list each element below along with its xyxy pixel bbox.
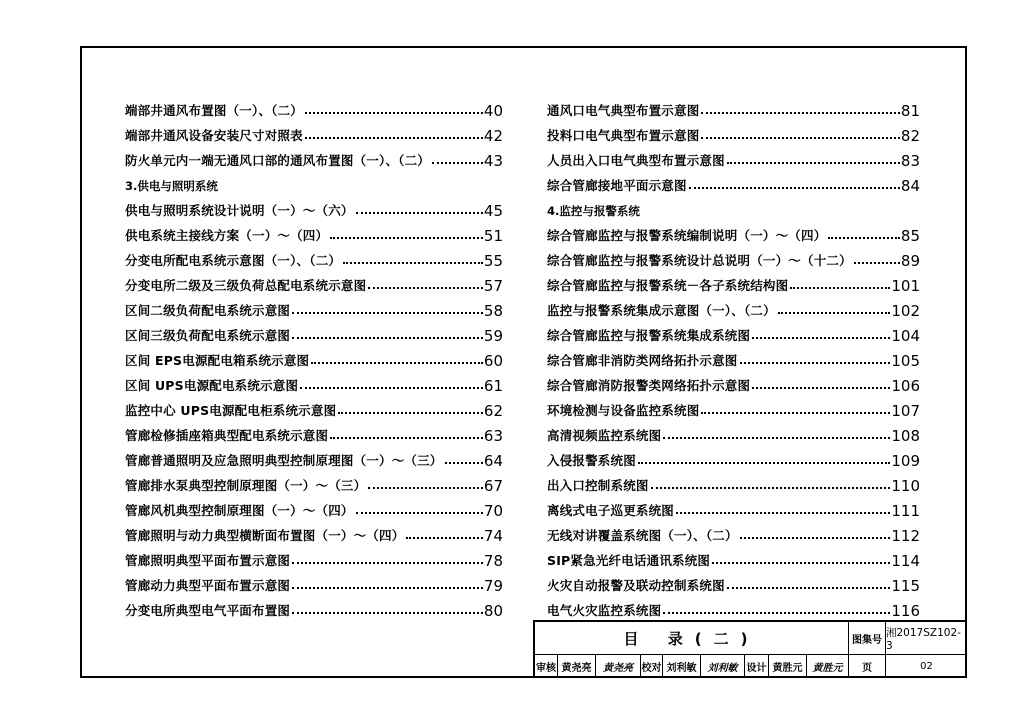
toc-right-column (547, 94, 920, 619)
toc-entry[interactable] (547, 394, 920, 419)
dot-leader (828, 237, 900, 239)
toc-entry-page: 81 (900, 102, 920, 120)
toc-entry-title: 综合管廊监控与报警系统编制说明（一）～（四） (547, 228, 827, 243)
dot-leader (445, 462, 483, 464)
toc-entry-page: 108 (891, 427, 920, 445)
dot-leader (701, 112, 900, 114)
dot-leader (330, 437, 483, 439)
toc-entry-page: 55 (483, 252, 503, 270)
toc-entry[interactable] (547, 419, 920, 444)
dot-leader (305, 112, 483, 114)
toc-entry[interactable] (125, 394, 503, 419)
toc-entry-title: 区间 UPS电源配电系统示意图 (125, 378, 299, 393)
toc-entry-title: 火灾自动报警及联动控制系统图 (547, 578, 725, 593)
toc-entry[interactable] (547, 119, 920, 144)
toc-entry-title: 端部井通风设备安装尺寸对照表 (125, 128, 303, 143)
toc-entry-page: 85 (900, 227, 920, 245)
dot-leader (338, 412, 483, 414)
toc-entry-page: 106 (891, 377, 920, 395)
toc-entry-title: 综合管廊监控与报警系统集成系统图 (547, 328, 751, 343)
section-heading: 4.监控与报警系统 (547, 204, 640, 218)
toc-entry[interactable] (547, 344, 920, 369)
checker-name: 刘利敏 (662, 655, 700, 678)
toc-entry-title: 防火单元内一端无通风口部的通风布置图（一）、（二） (125, 153, 431, 168)
reviewer-name: 黄尧亮 (557, 655, 595, 678)
toc-entry-title: 区间二级负荷配电系统示意图 (125, 303, 291, 318)
toc-entry[interactable] (125, 494, 503, 519)
toc-entry[interactable] (547, 294, 920, 319)
dot-leader (343, 262, 483, 264)
dot-leader (778, 312, 891, 314)
toc-entry-title: 分变电所配电系统示意图（一）、（二） (125, 253, 342, 268)
toc-entry-page: 109 (891, 452, 920, 470)
dot-leader (300, 387, 483, 389)
toc-entry[interactable] (547, 444, 920, 469)
toc-entry-page: 80 (483, 602, 503, 620)
design-label: 设计 (744, 655, 768, 678)
dot-leader (752, 387, 890, 389)
checker-signature: 刘利敏 (700, 655, 744, 678)
toc-entry-page: 101 (891, 277, 920, 295)
toc-entry[interactable] (125, 344, 503, 369)
toc-entry-title: 电气火灾监控系统图 (547, 603, 662, 618)
dot-leader (368, 287, 483, 289)
toc-entry-page: 70 (483, 502, 503, 520)
toc-entry-title: 综合管廊监控与报警系统设计总说明（一）～（十二） (547, 253, 852, 268)
toc-entry-title: 管廊动力典型平面布置示意图 (125, 578, 291, 593)
toc-entry[interactable] (125, 519, 503, 544)
toc-entry-page: 105 (891, 352, 920, 370)
dot-leader (712, 562, 890, 564)
toc-entry-page: 79 (483, 577, 503, 595)
toc-entry-page: 102 (891, 302, 920, 320)
toc-entry-page: 83 (900, 152, 920, 170)
toc-entry-page: 67 (483, 477, 503, 495)
designer-name: 黄胜元 (768, 655, 806, 678)
toc-entry-title: 入侵报警系统图 (547, 453, 636, 468)
dot-leader (790, 287, 890, 289)
reviewer-signature: 黄尧亮 (595, 655, 640, 678)
sheet-title: 目 录(二) (623, 629, 760, 648)
toc-entry[interactable] (547, 219, 920, 244)
toc-entry-page: 112 (891, 527, 920, 545)
toc-entry-title: 区间三级负荷配电系统示意图 (125, 328, 291, 343)
toc-entry-page: 45 (483, 202, 503, 220)
toc-entry-title: 环境检测与设备监控系统图 (547, 403, 700, 418)
toc-entry[interactable] (125, 219, 503, 244)
toc-entry-title: 人员出入口电气典型布置示意图 (547, 153, 725, 168)
toc-entry[interactable] (547, 544, 920, 569)
dot-leader (752, 337, 890, 339)
dot-leader (727, 587, 891, 589)
toc-entry-title: 管廊普通照明及应急照明典型控制原理图（一）～（三） (125, 453, 443, 468)
toc-entry-page: 89 (900, 252, 920, 270)
toc-entry[interactable] (547, 244, 920, 269)
toc-entry[interactable] (547, 569, 920, 594)
toc-entry[interactable] (547, 144, 920, 169)
toc-entry-page: 58 (483, 302, 503, 320)
dot-leader (292, 562, 483, 564)
toc-entry[interactable] (125, 244, 503, 269)
check-label: 校对 (640, 655, 662, 678)
toc-entry-title: 离线式电子巡更系统图 (547, 503, 675, 518)
dot-leader (356, 212, 483, 214)
dot-leader (356, 512, 483, 514)
toc-entry-page: 59 (483, 327, 503, 345)
dot-leader (663, 437, 890, 439)
toc-entry[interactable] (125, 94, 503, 119)
toc-entry[interactable] (125, 369, 503, 394)
toc-entry-title: 管廊照明与动力典型横断面布置图（一）～（四） (125, 528, 405, 543)
toc-entry-page: 78 (483, 552, 503, 570)
toc-entry-title: 投料口电气典型布置示意图 (547, 128, 700, 143)
title-block-top-row (535, 622, 967, 655)
toc-entry-page: 42 (483, 127, 503, 145)
toc-entry[interactable] (547, 319, 920, 344)
atlas-number: 湘2017SZ102-3 (885, 622, 967, 654)
toc-entry[interactable] (547, 594, 920, 619)
toc-entry-title: 无线对讲覆盖系统图（一）、（二） (547, 528, 738, 543)
toc-entry-page: 110 (891, 477, 920, 495)
toc-entry[interactable] (547, 494, 920, 519)
toc-entry-title: 管廊风机典型控制原理图（一）～（四） (125, 503, 354, 518)
dot-leader (854, 262, 900, 264)
dot-leader (292, 337, 483, 339)
toc-entry-title: 出入口控制系统图 (547, 478, 649, 493)
toc-entry-page: 64 (483, 452, 503, 470)
toc-entry-page: 84 (900, 177, 920, 195)
dot-leader (740, 362, 891, 364)
toc-entry[interactable] (547, 469, 920, 494)
toc-entry-page: 62 (483, 402, 503, 420)
toc-entry[interactable] (125, 469, 503, 494)
toc-entry-page: 107 (891, 402, 920, 420)
toc-entry-title: 分变电所二级及三级负荷总配电系统示意图 (125, 278, 367, 293)
toc-entry-page: 114 (891, 552, 920, 570)
toc-entry-title: 高清视频监控系统图 (547, 428, 662, 443)
toc-entry[interactable] (125, 569, 503, 594)
dot-leader (311, 362, 483, 364)
dot-leader (676, 512, 890, 514)
toc-entry[interactable] (547, 369, 920, 394)
toc-entry-page: 61 (483, 377, 503, 395)
section-heading: 3.供电与照明系统 (125, 179, 218, 193)
sheet-page-number: 02 (885, 655, 967, 678)
toc-entry-title: 综合管廊监控与报警系统－各子系统结构图 (547, 278, 789, 293)
dot-leader (292, 612, 483, 614)
toc-entry[interactable] (125, 544, 503, 569)
toc-entry-title: 管廊排水泵典型控制原理图（一）～（三） (125, 478, 367, 493)
designer-signature: 黄胜元 (806, 655, 848, 678)
dot-leader (663, 612, 890, 614)
toc-entry-title: 端部井通风布置图（一）、（二） (125, 103, 304, 118)
toc-entry[interactable] (125, 444, 503, 469)
toc-entry-title: 通风口电气典型布置示意图 (547, 103, 700, 118)
toc-entry-page: 111 (891, 502, 920, 520)
dot-leader (406, 537, 483, 539)
toc-entry[interactable] (125, 319, 503, 344)
toc-entry[interactable] (125, 594, 503, 619)
dot-leader (727, 162, 900, 164)
toc-entry-page: 74 (483, 527, 503, 545)
toc-entry-title: 供电与照明系统设计说明（一）～（六） (125, 203, 354, 218)
toc-entry[interactable] (125, 419, 503, 444)
title-block-bottom-row (535, 655, 967, 678)
toc-entry[interactable] (125, 269, 503, 294)
toc-entry[interactable] (125, 119, 503, 144)
dot-leader (292, 587, 483, 589)
toc-entry-page: 82 (900, 127, 920, 145)
toc-left-column (125, 94, 503, 619)
atlas-number-label: 图集号 (848, 622, 885, 654)
toc-entry[interactable] (547, 169, 920, 194)
toc-entry[interactable] (125, 144, 503, 169)
toc-entry-title: 管廊照明典型平面布置示意图 (125, 553, 291, 568)
dot-leader (701, 137, 900, 139)
toc-entry-page: 115 (891, 577, 920, 595)
dot-leader (292, 312, 483, 314)
toc-entry-title: 区间 EPS电源配电箱系统示意图 (125, 353, 310, 368)
dot-leader (330, 237, 483, 239)
toc-entry[interactable] (547, 519, 920, 544)
toc-entry[interactable] (547, 269, 920, 294)
toc-entry-title: 综合管廊消防报警类网络拓扑示意图 (547, 378, 751, 393)
title-block (533, 620, 967, 678)
toc-entry-page: 51 (483, 227, 503, 245)
toc-entry-page: 40 (483, 102, 503, 120)
toc-entry-title: 供电系统主接线方案（一）～（四） (125, 228, 329, 243)
toc-entry-page: 63 (483, 427, 503, 445)
toc-entry[interactable] (125, 194, 503, 219)
toc-entry-page: 60 (483, 352, 503, 370)
toc-entry-title: 管廊检修插座箱典型配电系统示意图 (125, 428, 329, 443)
toc-entry-title: 分变电所典型电气平面布置图 (125, 603, 291, 618)
page-label: 页 (848, 655, 885, 678)
dot-leader (638, 462, 890, 464)
dot-leader (689, 187, 900, 189)
toc-entry-title: 综合管廊非消防类网络拓扑示意图 (547, 353, 738, 368)
toc-entry-title: SIP紧急光纤电话通讯系统图 (547, 553, 711, 568)
dot-leader (701, 412, 890, 414)
toc-entry-title: 综合管廊接地平面示意图 (547, 178, 687, 193)
dot-leader (740, 537, 891, 539)
toc-entry-page: 43 (483, 152, 503, 170)
toc-entry-title: 监控与报警系统集成示意图（一）、（二） (547, 303, 776, 318)
dot-leader (432, 162, 483, 164)
dot-leader (305, 137, 483, 139)
dot-leader (368, 487, 483, 489)
toc-entry-page: 57 (483, 277, 503, 295)
review-label: 审核 (536, 663, 556, 674)
toc-entry-title: 监控中心 UPS电源配电柜系统示意图 (125, 403, 337, 418)
toc-entry-page: 104 (891, 327, 920, 345)
toc-entry[interactable] (547, 94, 920, 119)
toc-entry[interactable] (125, 294, 503, 319)
dot-leader (651, 487, 891, 489)
toc-entry-page: 116 (891, 602, 920, 620)
